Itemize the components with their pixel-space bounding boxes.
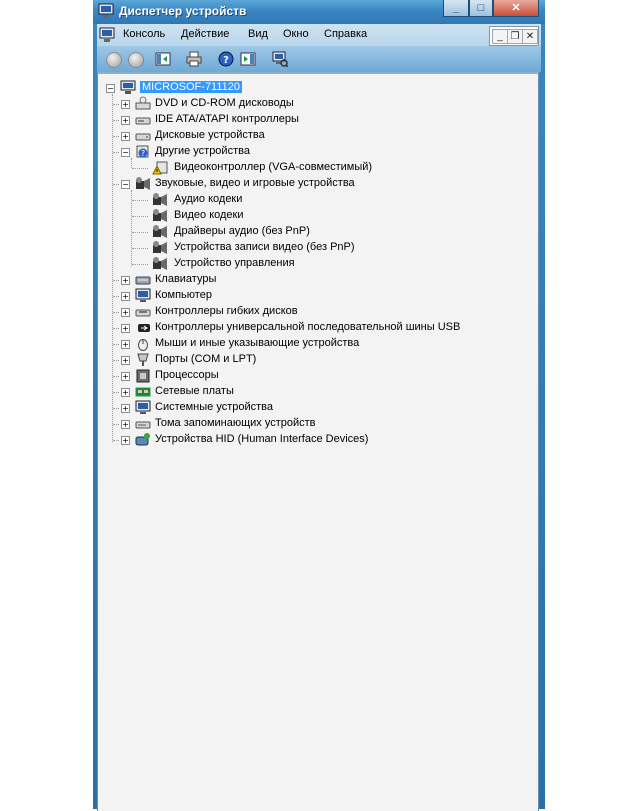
expand-toggle[interactable]: − [122,180,129,189]
menu-help[interactable]: Справка [324,28,368,40]
tree-item-label: DVD и CD-ROM дисководы [155,97,294,109]
menu-console[interactable]: Консоль [123,28,166,40]
tree-item[interactable] [119,128,529,144]
toolbar [97,46,541,72]
scan-hardware-icon[interactable] [272,51,288,67]
expand-toggle[interactable]: + [122,276,129,285]
menu-bar [97,24,541,46]
port-icon [135,352,151,367]
tree-item-label: Тома запоминающих устройств [155,417,316,429]
tree-child-label: Видео кодеки [174,209,244,221]
mdi-restore-button[interactable]: ❐ [507,29,523,44]
expand-toggle[interactable]: + [122,132,129,141]
tree-item[interactable] [119,320,529,336]
tree-item-label: Компьютер [155,289,212,301]
floppy-controller-icon [135,304,151,319]
menu-window[interactable]: Окно [283,28,309,40]
computer-icon [135,288,151,303]
mdi-close-button[interactable]: ✕ [522,29,538,44]
sound-device-icon [152,192,168,207]
tree-item[interactable] [119,368,529,384]
tree-item-label: Системные устройства [155,401,274,413]
tree-item[interactable] [119,288,529,304]
warning-device-icon [152,160,168,175]
tree-child-item[interactable] [138,256,538,272]
mdi-minimize-button[interactable]: _ [492,29,508,44]
tree-child-label: Устройство управления [174,257,295,269]
computer-root-icon [120,80,136,95]
tree-item-label: Контроллеры универсальной последовательной шины USB [155,321,461,333]
sound-device-icon [152,240,168,255]
expand-toggle[interactable]: + [122,356,129,365]
tree-item[interactable] [119,336,529,352]
sound-device-icon [152,208,168,223]
expand-toggle[interactable]: + [122,324,129,333]
usb-icon [135,320,151,335]
tree-item[interactable] [119,384,529,400]
tree-item[interactable] [119,416,529,432]
sound-device-icon [135,176,151,191]
expand-toggle[interactable]: − [122,148,129,157]
forward-icon[interactable] [128,52,144,68]
close-button[interactable]: ✕ [493,0,539,17]
tree-item[interactable] [119,112,529,128]
svg-text:?: ? [140,149,146,158]
expand-toggle[interactable]: + [122,420,129,429]
tree-item[interactable] [119,352,529,368]
tree-child-label: Видеоконтроллер (VGA-совместимый) [174,161,373,173]
tree-item-label: Порты (COM и LPT) [155,353,257,365]
expand-toggle[interactable]: + [122,116,129,125]
tree-item[interactable] [119,400,529,416]
expand-toggle[interactable]: + [122,404,129,413]
tree-item[interactable] [119,176,529,192]
tree-item-label: Дисковые устройства [155,129,265,141]
network-card-icon [135,384,151,399]
processor-icon [135,368,151,383]
system-device-icon [135,400,151,415]
expand-toggle[interactable]: + [122,436,129,445]
tree-item-label: Звуковые, видео и игровые устройства [155,177,355,189]
tree-child-item[interactable] [138,192,538,208]
window-title: Диспетчер устройств [119,4,247,18]
expand-toggle[interactable]: + [122,308,129,317]
svg-text:?: ? [223,55,229,66]
sound-device-icon [152,256,168,271]
tree-child-item[interactable] [138,208,538,224]
sound-device-icon [152,224,168,239]
expand-toggle[interactable]: + [122,372,129,381]
tree-child-label: Драйверы аудио (без PnP) [174,225,310,237]
tree-item-label: Другие устройства [155,145,250,157]
tree-child-label: Устройства записи видео (без PnP) [174,241,355,253]
disk-drive-icon [135,128,151,143]
expand-toggle[interactable]: + [122,292,129,301]
device-manager-app-icon [98,3,114,19]
up-level-icon[interactable] [155,51,171,67]
action-pane-icon[interactable] [240,51,256,67]
device-tree[interactable] [97,72,539,811]
tree-item-label: IDE ATA/ATAPI контроллеры [155,113,299,125]
tree-child-item[interactable] [138,240,538,256]
tree-item[interactable] [119,304,529,320]
expand-toggle[interactable]: + [122,388,129,397]
tree-item-label: Процессоры [155,369,219,381]
back-icon[interactable] [106,52,122,68]
tree-child-item[interactable] [138,224,538,240]
tree-item-label: Устройства HID (Human Interface Devices) [155,433,369,445]
expand-toggle[interactable]: + [122,100,129,109]
tree-item-label: Клавиатуры [155,273,217,285]
tree-child-item[interactable] [138,160,538,176]
console-menu-icon[interactable] [99,27,117,43]
cdrom-icon [135,96,151,111]
menu-view[interactable]: Вид [248,28,268,40]
help-icon[interactable] [218,51,234,67]
tree-item-label: Мыши и иные указывающие устройства [155,337,360,349]
hid-icon [135,432,151,447]
print-icon[interactable] [186,51,202,67]
mdi-controls [489,26,539,46]
tree-child-label: Аудио кодеки [174,193,243,205]
tree-item[interactable] [119,96,529,112]
unknown-device-icon [135,144,151,159]
menu-action[interactable]: Действие [181,28,230,40]
storage-volume-icon [135,416,151,431]
tree-item[interactable] [119,144,529,160]
mouse-icon [135,336,151,351]
tree-item[interactable] [119,432,529,448]
restore-button[interactable]: □ [469,0,493,17]
tree-item-label: Сетевые платы [155,385,234,397]
keyboard-icon [135,272,151,287]
root-collapse-toggle[interactable]: − [107,84,114,93]
ide-controller-icon [135,112,151,127]
computer-name-label: MICROSOF-711120 [142,81,241,93]
expand-toggle[interactable]: + [122,340,129,349]
device-manager-window [93,0,545,809]
title-bar[interactable] [93,0,545,24]
minimize-button[interactable]: _ [443,0,469,17]
tree-item-label: Контроллеры гибких дисков [155,305,298,317]
tree-root[interactable] [104,80,404,96]
tree-item[interactable] [119,272,529,288]
